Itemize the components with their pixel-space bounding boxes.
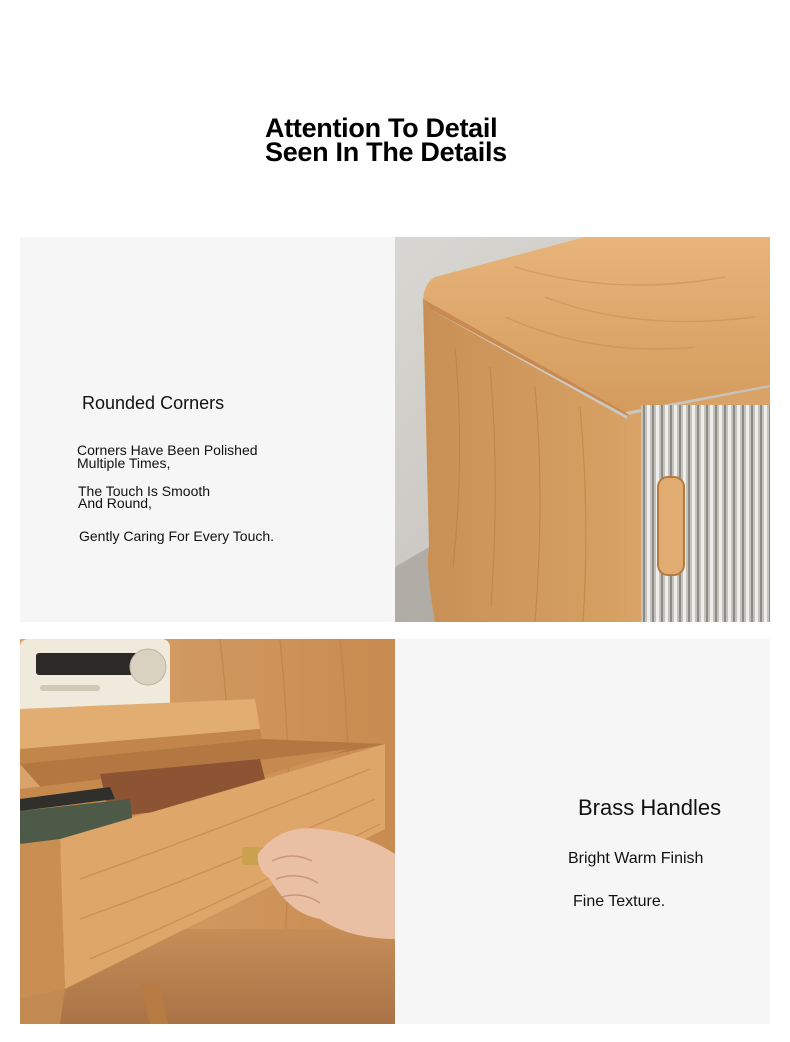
- feature1-line-4: And Round,: [78, 495, 152, 511]
- brass-handles-text-panel: [395, 639, 770, 1024]
- feature2-line-2: Fine Texture.: [573, 893, 666, 910]
- rounded-corners-title: Rounded Corners: [82, 393, 225, 413]
- feature1-line-5: Gently Caring For Every Touch.: [79, 528, 275, 544]
- headline-line-1: Attention To Detail: [265, 113, 498, 143]
- cabinet-corner-photo: [395, 237, 770, 622]
- page-headline: [265, 113, 507, 167]
- rounded-corners-text-panel: [20, 237, 395, 622]
- feature1-line-3: The Touch Is Smooth: [78, 483, 211, 499]
- feature1-line-1: Corners Have Been Polished: [77, 442, 258, 458]
- feature1-line-2: Multiple Times,: [77, 455, 171, 471]
- feature2-line-1: Bright Warm Finish: [568, 850, 704, 867]
- headline-line-2: Seen In The Details: [265, 137, 507, 167]
- drawer-photo: [20, 639, 395, 1024]
- brass-handles-title: Brass Handles: [578, 795, 722, 820]
